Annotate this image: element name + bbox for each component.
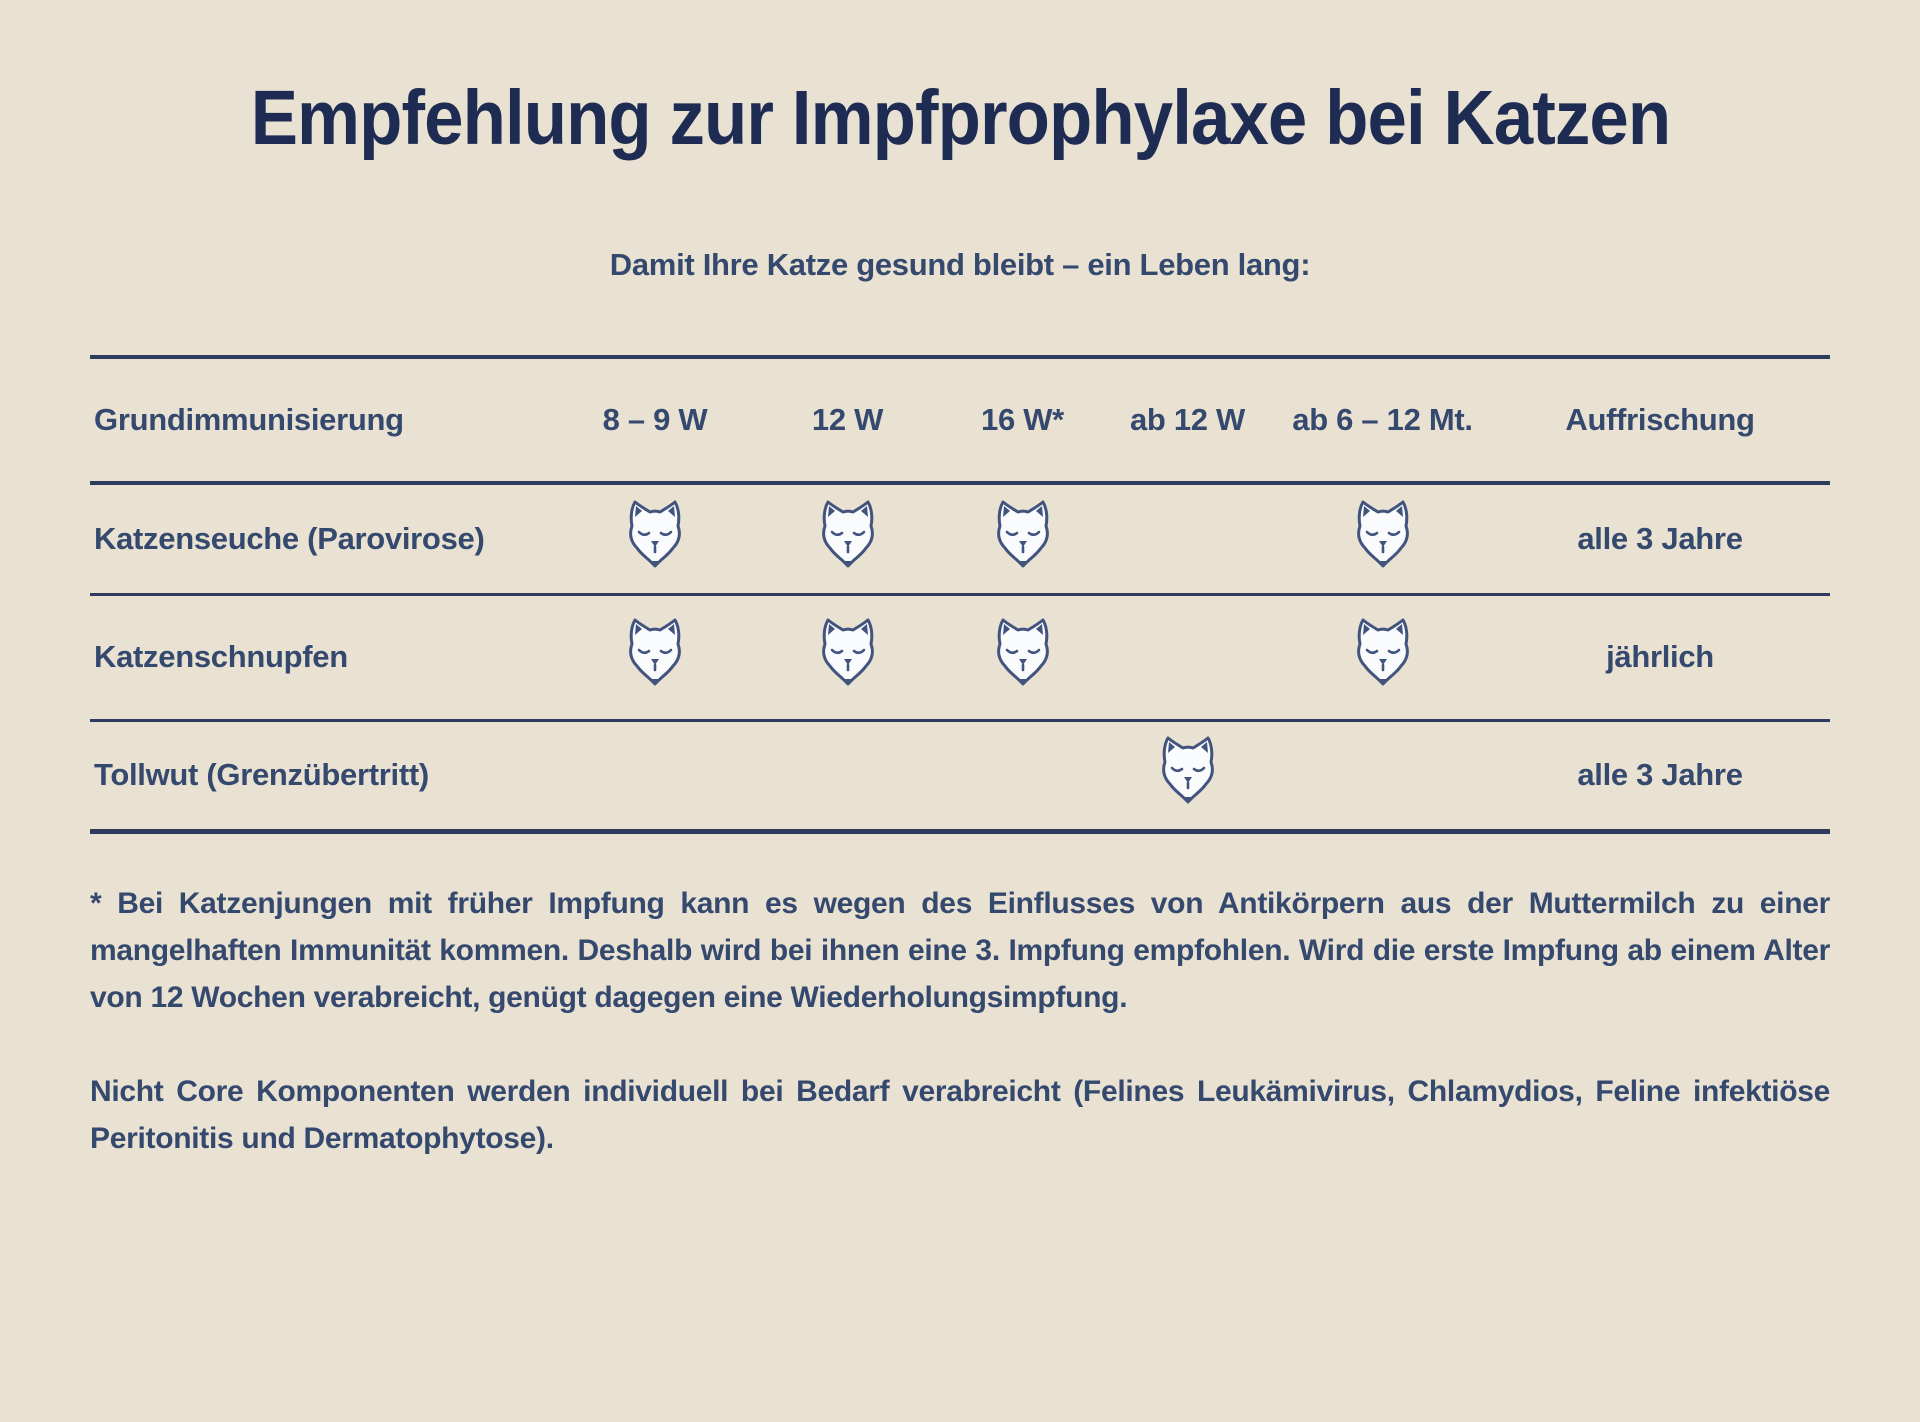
table-row-tollwut bbox=[90, 722, 1830, 834]
footnotes bbox=[90, 880, 1830, 1162]
table-row-katzenseuche bbox=[90, 485, 1830, 596]
dose-cell bbox=[560, 618, 750, 696]
header-col-ab-6-12mt: ab 6 – 12 Mt. bbox=[1292, 401, 1473, 437]
header-col-16w: 16 W* bbox=[981, 401, 1064, 437]
dose-cell bbox=[945, 500, 1100, 578]
dose-cell bbox=[945, 736, 1100, 814]
dose-cell bbox=[750, 736, 945, 814]
header-col-ab-12w: ab 12 W bbox=[1129, 401, 1246, 437]
cat-face-icon bbox=[991, 618, 1055, 688]
dose-cell bbox=[945, 618, 1100, 696]
vaccination-infographic bbox=[0, 75, 1920, 1422]
header-col-12w: 12 W bbox=[811, 401, 884, 437]
booster-interval: jährlich bbox=[1606, 639, 1714, 675]
dose-cell bbox=[1275, 500, 1490, 578]
cat-face-icon bbox=[816, 500, 880, 570]
dose-cell bbox=[750, 618, 945, 696]
cat-face-icon bbox=[991, 500, 1055, 570]
dose-cell bbox=[1275, 618, 1490, 696]
dose-cell bbox=[1100, 736, 1275, 814]
booster-interval: alle 3 Jahre bbox=[1577, 520, 1743, 556]
page-title: Empfehlung zur Impfprophylaxe bei Katzen bbox=[250, 75, 1670, 161]
cat-face-icon bbox=[1156, 736, 1220, 806]
cat-face-icon bbox=[1351, 500, 1415, 570]
page-subtitle: Damit Ihre Katze gesund bleibt – ein Leben lang: bbox=[609, 246, 1311, 282]
row-label: Katzenseuche (Parovirose) bbox=[94, 520, 485, 556]
dose-cell bbox=[1100, 618, 1275, 696]
cat-face-icon bbox=[623, 500, 687, 570]
table-row-katzenschnupfen bbox=[90, 596, 1830, 722]
header-grundimmunisierung: Grundimmunisierung bbox=[94, 401, 404, 437]
cat-face-icon bbox=[1351, 618, 1415, 688]
dose-cell bbox=[1100, 500, 1275, 578]
non-core-footnote: Nicht Core Komponenten werden individuell bei Bedarf verabreicht (Felines Leukämivirus, Chlamydios, Feline infektiöse Peritonitis und Dermatophytose). bbox=[90, 1074, 1830, 1155]
cat-face-icon bbox=[816, 618, 880, 688]
cat-face-icon bbox=[623, 618, 687, 688]
dose-cell bbox=[560, 500, 750, 578]
row-label: Katzenschnupfen bbox=[94, 639, 348, 675]
vaccination-schedule-table bbox=[90, 355, 1830, 834]
dose-cell bbox=[750, 500, 945, 578]
dose-cell bbox=[560, 736, 750, 814]
header-col-auffrischung: Auffrischung bbox=[1565, 401, 1755, 437]
dose-cell bbox=[1275, 736, 1490, 814]
booster-interval: alle 3 Jahre bbox=[1577, 757, 1743, 793]
asterisk-footnote: * Bei Katzenjungen mit früher Impfung kann es wegen des Einflusses von Antikörpern aus der Muttermilch zu einer mangelhaften Immunität kommen. Deshalb wird bei ihnen eine 3. Impfung empfohlen. Wird die erste Impfung ab einem Alter von 12 Wochen verabreicht, genügt dagegen eine Wiederholungsimpfung. bbox=[90, 886, 1830, 1014]
table-header-row bbox=[90, 359, 1830, 485]
row-label: Tollwut (Grenzübertritt) bbox=[94, 757, 429, 793]
header-col-8-9w: 8 – 9 W bbox=[602, 401, 708, 437]
